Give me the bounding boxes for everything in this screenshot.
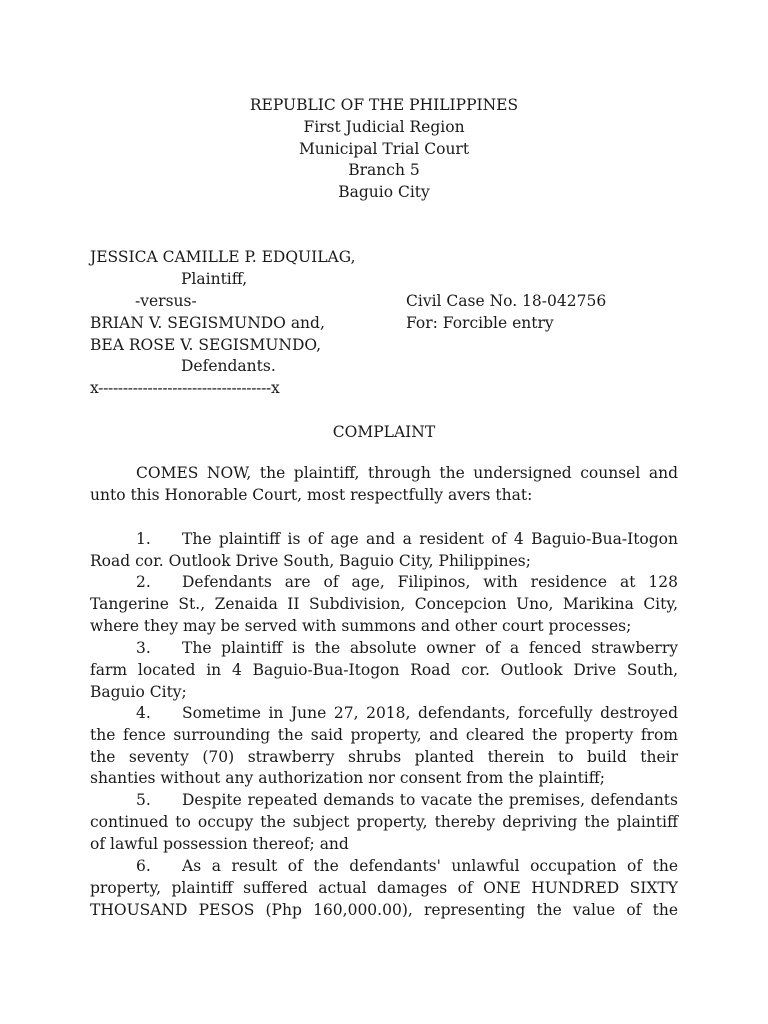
paragraph-4 <box>90 703 678 790</box>
paragraph-line: where they may be served with summons and other court processes; <box>90 616 632 635</box>
paragraph-line: Tangerine St., Zenaida II Subdivision, Concepcion Uno, Marikina City, <box>90 594 678 613</box>
paragraph-number: 1. <box>136 530 151 548</box>
paragraph-1 <box>90 529 678 573</box>
paragraph-line: As a result of the defendants' unlawful occupation of the <box>182 857 678 875</box>
paragraph-line: property, plaintiff suffered actual damages of ONE HUNDRED SIXTY <box>90 878 678 897</box>
defendant-1: BRIAN V. SEGISMUNDO and, <box>90 314 325 332</box>
case-nature: For: Forcible entry <box>406 314 554 332</box>
paragraph-line: The plaintiff is the absolute owner of a fenced strawberry <box>182 639 678 657</box>
header-region: First Judicial Region <box>303 118 465 136</box>
paragraph-number: 3. <box>136 639 151 657</box>
paragraph-line: Despite repeated demands to vacate the premises, defendants <box>182 791 678 809</box>
paragraph-line: of lawful possession thereof; and <box>90 834 349 853</box>
paragraph-number: 6. <box>136 857 151 875</box>
document-title: COMPLAINT <box>332 423 436 441</box>
paragraph-line: Road cor. Outlook Drive South, Baguio City, Philippines; <box>90 551 531 570</box>
intro-paragraph <box>90 463 678 507</box>
paragraph-line: the fence surrounding the said property, and cleared the property from <box>90 725 678 744</box>
header-court: Municipal Trial Court <box>298 140 470 158</box>
versus-label: -versus- <box>135 292 197 310</box>
plaintiff-label: Plaintiff, <box>181 270 248 288</box>
paragraph-line: THOUSAND PESOS (Php 160,000.00), representing the value of the <box>90 900 678 919</box>
case-number: Civil Case No. 18-042756 <box>406 292 607 310</box>
paragraph-line: farm located in 4 Baguio-Bua-Itogon Road cor. Outlook Drive South, <box>90 660 678 679</box>
paragraph-line: the seventy (70) strawberry shrubs planted therein to build their <box>90 747 678 766</box>
header-city: Baguio City <box>338 183 430 201</box>
paragraph-5 <box>90 790 678 855</box>
paragraph-6 <box>90 856 678 921</box>
paragraph-line: Defendants are of age, Filipinos, with residence at 128 <box>182 573 678 591</box>
header-republic: REPUBLIC OF THE PHILIPPINES <box>249 96 519 114</box>
defendants-label: Defendants. <box>181 357 276 375</box>
paragraph-2 <box>90 572 678 637</box>
caption-separator: x-----------------------------------x <box>90 379 280 397</box>
paragraph-number: 2. <box>136 573 151 591</box>
intro-line: unto this Honorable Court, most respectfully avers that: <box>90 485 533 504</box>
defendant-2: BEA ROSE V. SEGISMUNDO, <box>90 336 322 354</box>
paragraph-line: shanties without any authorization nor consent from the plaintiff; <box>90 769 605 788</box>
paragraph-number: 5. <box>136 791 151 809</box>
header-branch: Branch 5 <box>348 161 420 179</box>
plaintiff-name: JESSICA CAMILLE P. EDQUILAG, <box>90 248 356 266</box>
paragraph-line: Baguio City; <box>90 682 187 701</box>
paragraph-line: The plaintiff is of age and a resident of 4 Baguio-Bua-Itogon <box>182 530 678 548</box>
paragraph-3 <box>90 638 678 703</box>
intro-line: COMES NOW, the plaintiff, through the undersigned counsel and <box>136 464 678 482</box>
paragraph-line: continued to occupy the subject property, thereby depriving the plaintiff <box>90 812 678 831</box>
paragraph-line: Sometime in June 27, 2018, defendants, forcefully destroyed <box>182 704 678 722</box>
paragraph-number: 4. <box>136 704 151 722</box>
